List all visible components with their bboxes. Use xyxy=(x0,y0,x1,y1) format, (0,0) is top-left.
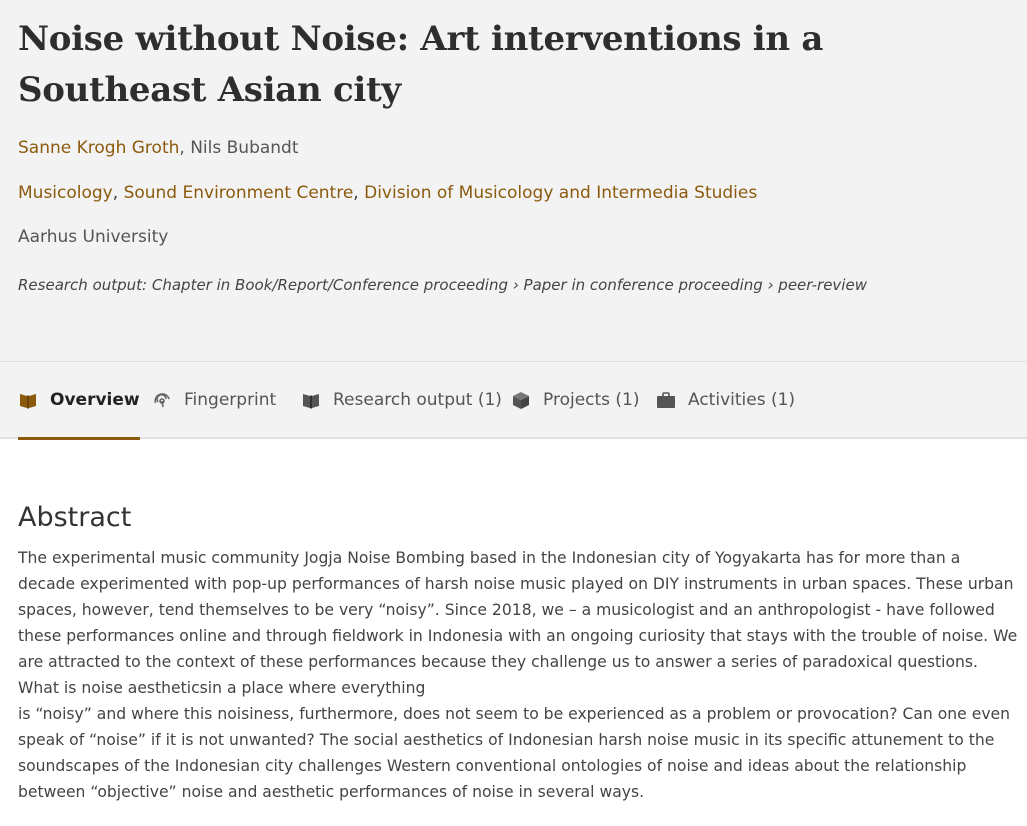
organisation-name: Aarhus University xyxy=(18,227,169,247)
book-open-icon xyxy=(18,390,38,410)
abstract-paragraph: The experimental music community Jogja Noise Bombing based in the Indonesian city of Yogyakarta has for more than a decade experimented with pop-up performances of harsh noise music played on DIY instruments in urban spaces. These urban spaces, however, tend themselves to be very “noisy”. Since 2018, we – a musicologist and an anthropologist - have followed these performances online and through fieldwork in Indonesia with an ongoing curiosity that stays with the trouble of noise. We are attracted to the context of these performances because they challenge us to answer a series of paradoxical questions. What is noise aestheticsin a place where everything xyxy=(18,549,1018,697)
unit-link-sound-environment-centre[interactable]: Sound Environment Centre xyxy=(123,183,354,203)
book-icon xyxy=(301,390,321,410)
author-nils-bubandt: Nils Bubandt xyxy=(190,138,299,158)
page-title: Noise without Noise: Art interventions in a Southeast Asian city xyxy=(18,19,824,110)
tab-bar xyxy=(0,361,1027,439)
tab-overview[interactable] xyxy=(18,362,140,438)
tab-label: Fingerprint xyxy=(184,390,277,410)
tab-projects[interactable] xyxy=(511,362,640,438)
tab-fingerprint[interactable] xyxy=(152,362,276,438)
research-output-type: Research output: Chapter in Book/Report/Conference proceeding › Paper in conference proceeding › peer-review xyxy=(18,276,867,294)
abstract-text xyxy=(18,545,1022,805)
tab-label: Overview xyxy=(50,390,140,410)
abstract-heading: Abstract xyxy=(18,502,132,533)
author-list xyxy=(18,136,299,160)
unit-link-division-of-musicology[interactable]: Division of Musicology and Intermedia Studies xyxy=(364,183,758,203)
research-output-header xyxy=(0,0,1027,361)
tab-label: Projects (1) xyxy=(543,390,640,410)
organisational-units xyxy=(18,181,757,205)
author-link-sanne-krogh-groth[interactable]: Sanne Krogh Groth xyxy=(18,138,180,158)
tab-label: Activities (1) xyxy=(688,390,796,410)
tab-label: Research output (1) xyxy=(333,390,502,410)
abstract-paragraph: is “noisy” and where this noisiness, furthermore, does not seem to be experienced as a problem or provocation? Can one even speak of “noise” if it is not unwanted? The social aesthetics of Indonesian harsh noise music in its specific attunement to the soundscapes of the Indonesian city challenges Western conventional ontologies of noise and ideas about the relationship between “objective” noise and aesthetic performances of noise in several ways. xyxy=(18,705,1011,801)
briefcase-icon xyxy=(656,390,676,410)
unit-separator: , xyxy=(112,183,124,203)
cube-icon xyxy=(511,390,531,410)
author-separator: , xyxy=(179,138,191,158)
unit-link-musicology[interactable]: Musicology xyxy=(18,183,113,203)
unit-separator: , xyxy=(353,183,365,203)
tab-activities[interactable] xyxy=(656,362,795,438)
tab-research-output[interactable] xyxy=(301,362,502,438)
fingerprint-icon xyxy=(152,390,172,410)
